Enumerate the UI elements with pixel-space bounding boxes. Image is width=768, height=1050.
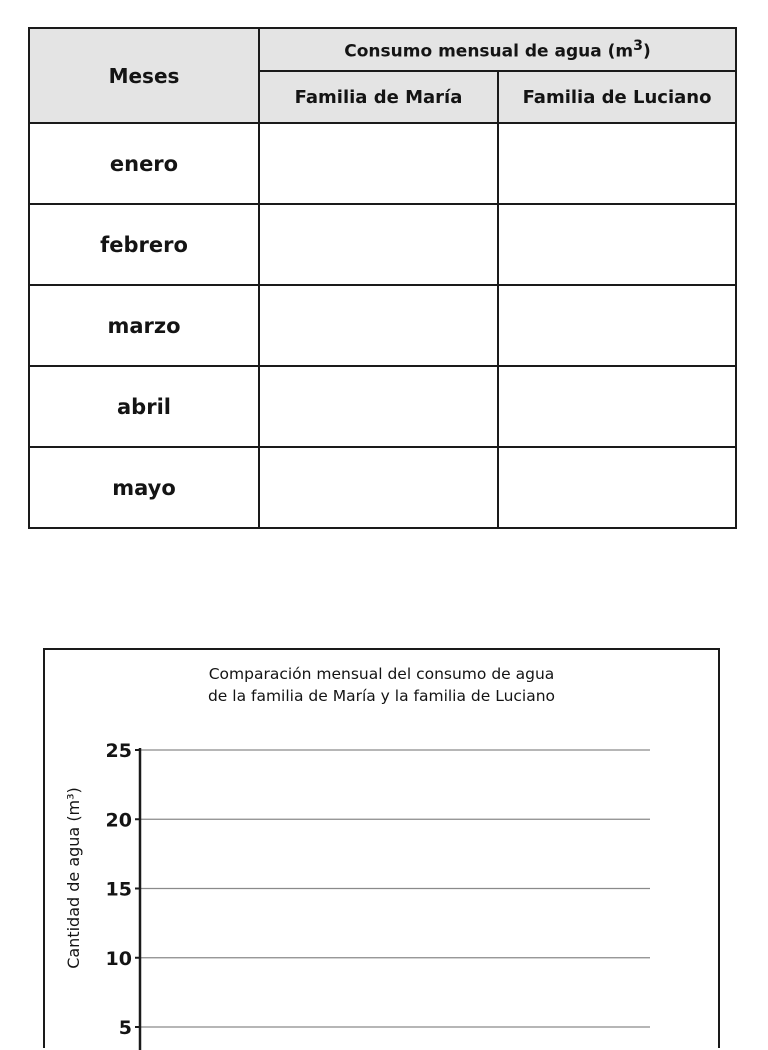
water-consumption-table [28,27,737,529]
maria-value-cell[interactable] [259,285,498,366]
month-cell: enero [29,123,259,204]
luciano-value-cell[interactable] [498,366,736,447]
maria-value-cell[interactable] [259,204,498,285]
table-row [29,366,736,447]
maria-value-cell[interactable] [259,447,498,528]
luciano-value-cell[interactable] [498,123,736,204]
maria-value-cell[interactable] [259,366,498,447]
luciano-value-cell[interactable] [498,204,736,285]
chart-plot [45,650,722,1050]
y-tick-label: 25 [105,740,132,762]
table-row [29,285,736,366]
consumption-header-close: ) [642,41,651,62]
y-axis-label: Cantidad de agua (m³) [64,787,83,969]
y-tick-label: 15 [105,878,132,901]
table-row [29,204,736,285]
y-tick-label: 20 [105,809,132,832]
maria-value-cell[interactable] [259,123,498,204]
chart-title-line-2: de la familia de María y la familia de Luciano [207,687,556,705]
month-cell: febrero [29,204,259,285]
luciano-value-cell[interactable] [498,285,736,366]
maria-column-header: Familia de María [259,71,498,123]
months-column-header: Meses [29,28,259,123]
consumption-header-text: Consumo mensual de agua (m [344,41,634,62]
month-cell: mayo [29,447,259,528]
consumption-group-header [259,28,736,71]
table-row [29,447,736,528]
chart-frame [43,648,720,1048]
table-row [29,123,736,204]
luciano-value-cell[interactable] [498,447,736,528]
month-cell: marzo [29,285,259,366]
grid-layer [140,750,650,1027]
y-tick-layer [106,740,140,1050]
month-cell: abril [29,366,259,447]
y-tick-label: 5 [118,1017,132,1039]
cubic-superscript: 3 [633,37,643,54]
y-tick-label: 10 [105,947,132,970]
chart-title-line-1: Comparación mensual del consumo de agua [208,665,555,683]
luciano-column-header: Familia de Luciano [498,71,736,123]
